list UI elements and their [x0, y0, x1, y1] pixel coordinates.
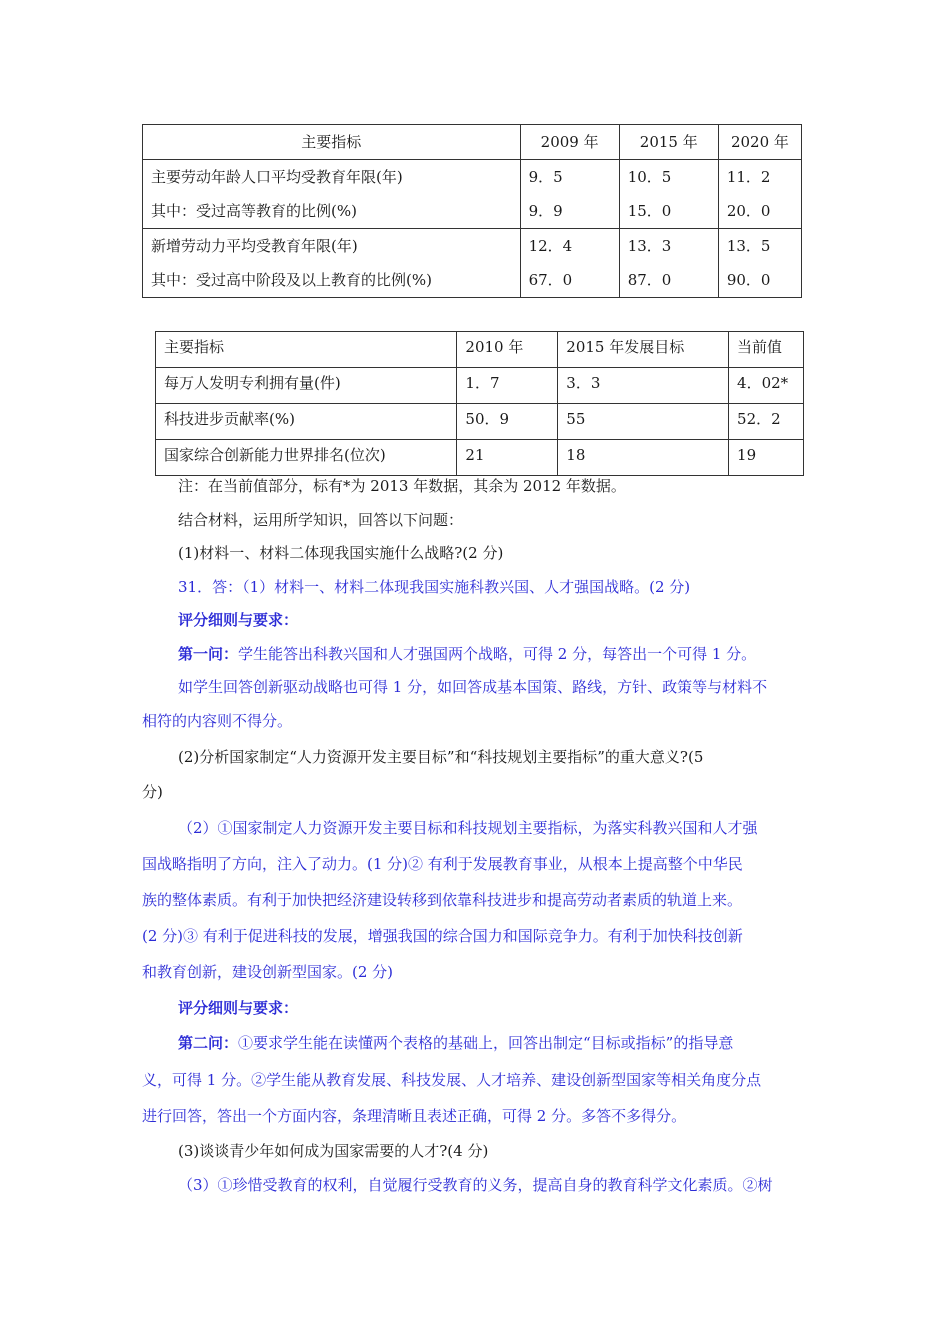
header-cell: 2010 年 — [457, 332, 558, 368]
indicator-cell — [143, 229, 521, 298]
value: 13．5 — [726, 237, 771, 255]
table-header-row — [143, 125, 802, 160]
value-cell — [718, 229, 801, 298]
indicator-cell: 科技进步贡献率(%) — [156, 404, 457, 440]
value-cell — [718, 160, 801, 229]
table-note: 注：在当前值部分，标有*为 2013 年数据，其余为 2012 年数据。 — [178, 477, 626, 495]
answer-1: 31．答：（1）材料一、材料二体现我国实施科教兴国、人才强国战略。(2 分) — [178, 578, 691, 596]
value-cell — [619, 160, 718, 229]
value-cell: 19 — [729, 440, 804, 476]
value-cell: 18 — [558, 440, 729, 476]
table-row — [156, 440, 804, 476]
header-cell: 2015 年发展目标 — [558, 332, 729, 368]
tech-indicators-table — [155, 331, 804, 476]
value: 90．0 — [726, 271, 771, 289]
rubric-1-text: 学生能答出科教兴国和人才强国两个战略，可得 2 分，每答出一个可得 1 分。 — [238, 645, 757, 663]
value: 87．0 — [627, 271, 672, 289]
value-cell — [619, 229, 718, 298]
answer-2-line-5: 和教育创新，建设创新型国家。(2 分) — [142, 963, 394, 981]
indicator-label: 新增劳动力平均受教育年限(年) — [151, 237, 358, 255]
rubric-1-line-3: 相符的内容则不得分。 — [142, 712, 293, 730]
answer-2-line-3: 族的整体素质。有利于加快把经济建设转移到依靠科技进步和提高劳动者素质的轨道上来。 — [142, 891, 743, 909]
answer-2-line-1: （2）①国家制定人力资源开发主要目标和科技规划主要指标，为落实科教兴国和人才强 — [178, 819, 758, 837]
rubric-1-line-2: 如学生回答创新驱动战略也可得 1 分，如回答成基本国策、路线，方针、政策等与材料不 — [178, 678, 768, 696]
value: 13．3 — [627, 237, 672, 255]
value: 11．2 — [726, 168, 771, 186]
indicator-label: 其中：受过高中阶段及以上教育的比例(%) — [151, 271, 432, 289]
value-cell: 3．3 — [558, 368, 729, 404]
value-cell: 50．9 — [457, 404, 558, 440]
answer-2-line-4: (2 分)③ 有利于促进科技的发展，增强我国的综合国力和国际竞争力。有利于加快科技创新 — [142, 927, 743, 945]
header-cell: 主要指标 — [156, 332, 457, 368]
header-cell: 2015 年 — [619, 125, 718, 160]
table-row — [143, 229, 802, 298]
header-cell: 当前值 — [729, 332, 804, 368]
rubric-1-label: 第一问： — [178, 645, 239, 663]
question-3: (3)谈谈青少年如何成为国家需要的人才?(4 分) — [178, 1142, 489, 1160]
value-cell — [520, 160, 619, 229]
question-2-line-2: 分) — [142, 783, 163, 801]
rubric-2-line-2: 义，可得 1 分。②学生能从教育发展、科技发展、人才培养、建设创新型国家等相关角度分点 — [142, 1071, 762, 1089]
answer-2-line-2: 国战略指明了方向，注入了动力。(1 分)② 有利于发展教育事业，从根本上提高整个中华民 — [142, 855, 743, 873]
rubric-title-1: 评分细则与要求： — [178, 611, 299, 629]
rubric-2-line-3: 进行回答，答出一个方面内容，条理清晰且表述正确，可得 2 分。多答不多得分。 — [142, 1107, 687, 1125]
answer-3-line-1: （3）①珍惜受教育的权利，自觉履行受教育的义务，提高自身的教育科学文化素质。②树 — [178, 1176, 773, 1194]
instruction: 结合材料，运用所学知识，回答以下问题： — [178, 511, 464, 529]
value: 20．0 — [726, 202, 771, 220]
table-header-row — [156, 332, 804, 368]
header-cell: 2020 年 — [718, 125, 801, 160]
question-1: (1)材料一、材料二体现我国实施什么战略?(2 分) — [178, 544, 504, 562]
value: 9．5 — [528, 168, 563, 186]
education-targets-table — [142, 124, 802, 298]
rubric-2-label: 第二问： — [178, 1034, 239, 1052]
value: 15．0 — [627, 202, 672, 220]
header-cell: 2009 年 — [520, 125, 619, 160]
value: 67．0 — [528, 271, 573, 289]
value-cell: 52．2 — [729, 404, 804, 440]
indicator-cell: 国家综合创新能力世界排名(位次) — [156, 440, 457, 476]
header-cell: 主要指标 — [143, 125, 521, 160]
table-row — [156, 404, 804, 440]
indicator-label: 其中：受过高等教育的比例(%) — [151, 202, 357, 220]
indicator-label: 主要劳动年龄人口平均受教育年限(年) — [151, 168, 403, 186]
rubric-1-line-1 — [178, 644, 756, 664]
rubric-title-2: 评分细则与要求： — [178, 999, 299, 1017]
question-2-line-1: (2)分析国家制定“人力资源开发主要目标”和“科技规划主要指标”的重大意义?(5 — [178, 748, 704, 766]
rubric-2-line-1 — [178, 1033, 733, 1053]
rubric-2-text: ①要求学生能在读懂两个表格的基础上，回答出制定“目标或指标”的指导意 — [238, 1034, 734, 1052]
value: 12．4 — [528, 237, 573, 255]
value-cell: 55 — [558, 404, 729, 440]
value-cell: 4．02* — [729, 368, 804, 404]
value-cell — [520, 229, 619, 298]
value: 9．9 — [528, 202, 563, 220]
value: 10．5 — [627, 168, 672, 186]
table-row — [156, 368, 804, 404]
indicator-cell: 每万人发明专利拥有量(件) — [156, 368, 457, 404]
value-cell: 21 — [457, 440, 558, 476]
table-row — [143, 160, 802, 229]
value-cell: 1．7 — [457, 368, 558, 404]
indicator-cell — [143, 160, 521, 229]
